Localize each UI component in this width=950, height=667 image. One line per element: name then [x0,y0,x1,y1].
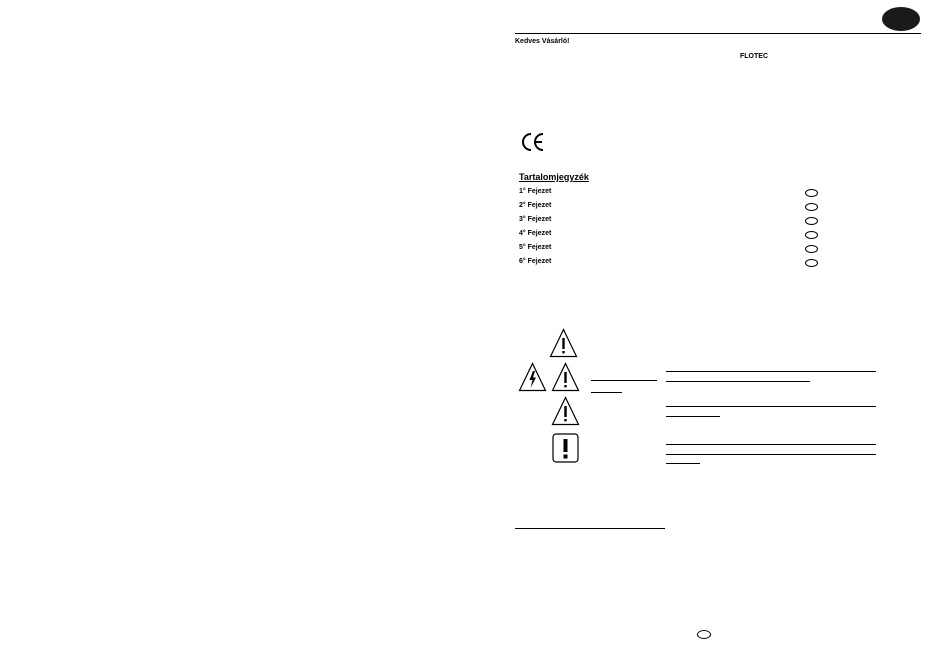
header-divider [515,33,921,34]
toc-chapter-5[interactable]: 5° Fejezet [519,244,552,251]
text-line [666,381,810,382]
warning-triangle-icon [551,362,580,392]
caption-underline [591,380,657,381]
page-number-oval [697,630,711,639]
text-line [666,454,876,455]
toc-page-oval-6 [805,259,818,267]
footnote-rule [515,528,665,529]
notice-square-icon [552,433,579,463]
electric-hazard-icon [518,362,547,392]
text-line [666,406,876,407]
toc-chapter-1[interactable]: 1° Fejezet [519,188,552,195]
text-line [666,371,876,372]
warning-triangle-icon [549,328,578,358]
toc-chapter-2[interactable]: 2° Fejezet [519,202,552,209]
warning-triangle-icon [551,396,580,426]
greeting-text: Kedves Vásárló! [515,38,570,45]
toc-title: Tartalomjegyzék [519,172,589,182]
toc-page-oval-3 [805,217,818,225]
toc-page-oval-4 [805,231,818,239]
text-line [666,444,876,445]
caption-underline [591,392,622,393]
toc-chapter-6[interactable]: 6° Fejezet [519,258,552,265]
toc-chapter-3[interactable]: 3° Fejezet [519,216,552,223]
text-line [666,416,720,417]
toc-page-oval-5 [805,245,818,253]
toc-page-oval-1 [805,189,818,197]
toc-page-oval-2 [805,203,818,211]
text-line [666,463,700,464]
language-badge-icon [882,7,920,31]
toc-chapter-4[interactable]: 4° Fejezet [519,230,552,237]
brand-name: FLOTEC [740,53,768,60]
ce-mark-icon [520,131,546,153]
